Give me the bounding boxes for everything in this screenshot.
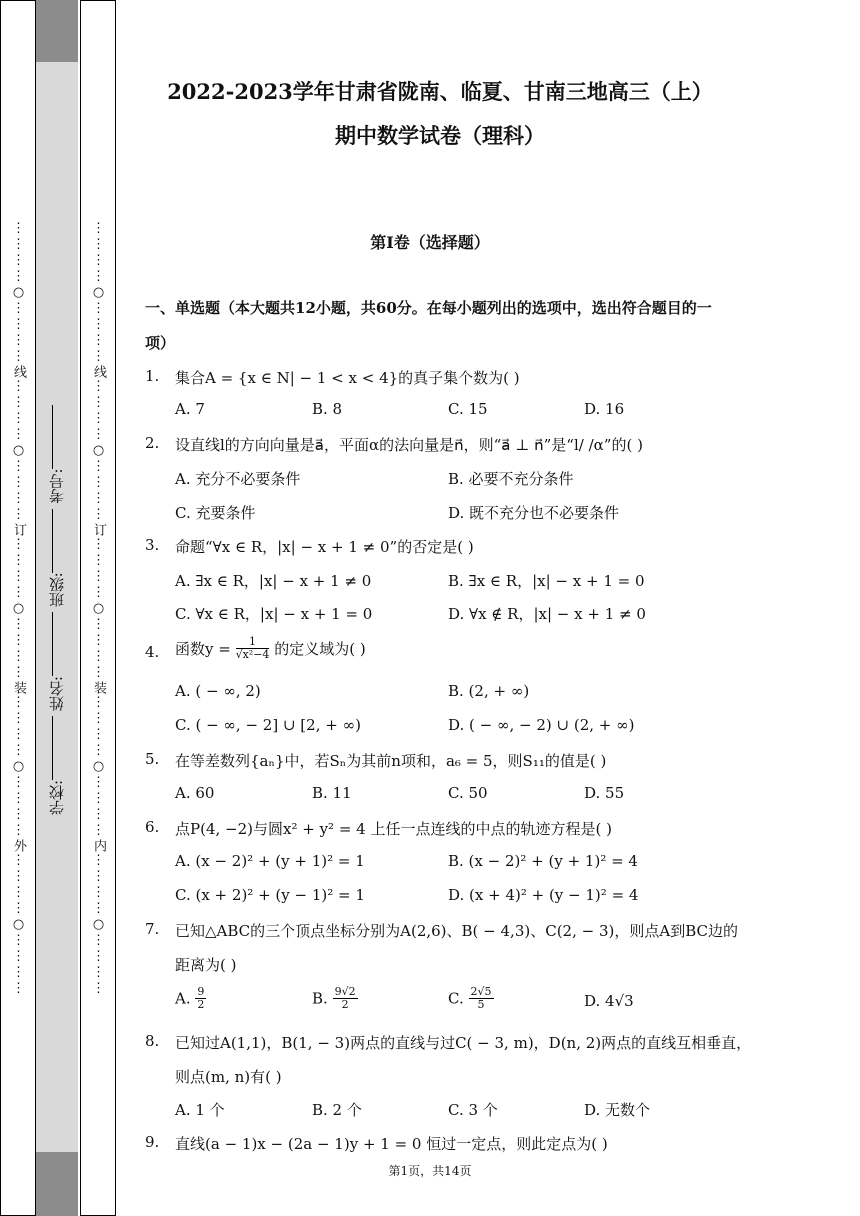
option-a: A. 1 个 (175, 1101, 225, 1119)
binding-outer-text: ⋮⋮⋮⋮○⋮⋮⋮⋮线⋮⋮⋮⋮○⋮⋮⋮⋮订⋮⋮⋮⋮○⋮⋮⋮⋮装⋮⋮⋮⋮○⋮⋮⋮⋮外⋮⋮⋮⋮○⋮⋮⋮⋮ (11, 221, 26, 997)
exam-no-label: 考号: (48, 468, 66, 504)
option-d: D. ( − ∞, − 2) ∪ (2, + ∞) (448, 716, 635, 734)
part-heading-line2: 项） (145, 334, 176, 352)
exam-title-line2: 期中数学试卷（理科） (335, 123, 545, 148)
option-c: C. 15 (448, 400, 488, 418)
exam-no-field[interactable] (53, 405, 54, 469)
school-field[interactable] (53, 716, 54, 780)
question-stem: 点P(4, −2)与圆x² + y² = 4 上任一点连线的中点的轨迹方程是( ) (175, 820, 612, 838)
option-d: D. 55 (584, 784, 625, 802)
option-a: A. 充分不必要条件 (175, 470, 301, 488)
question-stem: 设直线l的方向向量是a⃗，平面α的法向量是n⃗，则“a⃗ ⊥ n⃗”是“l/ /α”的( ) (175, 436, 643, 454)
question-number: 1. (145, 367, 160, 385)
class-label: 班级: (48, 572, 66, 608)
question-number: 2. (145, 434, 160, 452)
option-b: B. 2 个 (312, 1101, 362, 1119)
binding-inner-text: ⋮⋮⋮⋮○⋮⋮⋮⋮线⋮⋮⋮⋮○⋮⋮⋮⋮订⋮⋮⋮⋮○⋮⋮⋮⋮装⋮⋮⋮⋮○⋮⋮⋮⋮内⋮⋮⋮⋮○⋮⋮⋮⋮ (91, 221, 106, 997)
question-stem: 直线(a − 1)x − (2a − 1)y + 1 = 0 恒过一定点，则此定点为( ) (175, 1135, 608, 1153)
option-c: C. 50 (448, 784, 488, 802)
question-number: 4. (145, 643, 160, 661)
binding-strip-outer (0, 0, 36, 1216)
question-number: 5. (145, 750, 160, 768)
option-b: B. ∃x ∈ R，|x| − x + 1 = 0 (448, 572, 645, 590)
question-stem: 集合A = {x ∈ N| − 1 < x < 4}的真子集个数为( ) (175, 369, 520, 387)
option-c: C. ( − ∞, − 2] ∪ [2, + ∞) (175, 716, 361, 734)
option-d: D. ∀x ∉ R，|x| − x + 1 ≠ 0 (448, 605, 646, 623)
section-title: 第I卷（选择题） (370, 233, 490, 252)
fraction: $\frac{1}{\text{√x²−4}}$ (235, 635, 270, 661)
question-stem: 函数y = $\frac{1}{\text{√x²−4}}$ 的定义域为( ) (175, 635, 366, 661)
option-b: B. $\frac{9√2}{2}$ (312, 985, 356, 1011)
question-number: 6. (145, 818, 160, 836)
part-heading-line1: 一、单选题（本大题共12小题，共60分。在每小题列出的选项中，选出符合题目的一 (145, 299, 712, 317)
option-c: C. $\frac{2√5}{5}$ (448, 985, 492, 1011)
option-b: B. 必要不充分条件 (448, 470, 574, 488)
option-d: D. 既不充分也不必要条件 (448, 504, 620, 522)
name-field[interactable] (53, 612, 54, 676)
exam-title-line1: 2022-2023学年甘肃省陇南、临夏、甘南三地高三（上） (167, 79, 713, 104)
option-c: C. ∀x ∈ R，|x| − x + 1 = 0 (175, 605, 373, 623)
grey-cap-top (36, 0, 78, 62)
option-c: C. 3 个 (448, 1101, 498, 1119)
binding-strip-inner (80, 0, 116, 1216)
question-stem: 已知过A(1,1)，B(1, − 3)两点的直线与过C( − 3, m)，D(n, 2)两点的直线互相垂直， (175, 1034, 752, 1052)
option-d: D. 16 (584, 400, 625, 418)
student-info-fields (36, 395, 78, 825)
option-c: C. 充要条件 (175, 504, 256, 522)
question-stem: 命题“∀x ∈ R，|x| − x + 1 ≠ 0”的否定是( ) (175, 538, 474, 556)
question-number: 8. (145, 1032, 160, 1050)
page-footer: 第1页，共14页 (388, 1164, 472, 1178)
question-number: 7. (145, 920, 160, 938)
option-c: C. (x + 2)² + (y − 1)² = 1 (175, 886, 365, 904)
option-d: D. 4√3 (584, 992, 634, 1010)
option-a: A. ∃x ∈ R，|x| − x + 1 ≠ 0 (175, 572, 372, 590)
option-d: D. (x + 4)² + (y − 1)² = 4 (448, 886, 639, 904)
school-label: 学校: (48, 780, 66, 816)
question-stem: 已知△ABC的三个顶点坐标分别为A(2,6)、B( − 4,3)、C(2, − 3)，则点A到BC边的 (175, 922, 738, 940)
question-stem-line2: 则点(m, n)有( ) (175, 1068, 282, 1086)
class-field[interactable] (53, 509, 54, 573)
option-b: B. 11 (312, 784, 352, 802)
option-a: A. 60 (175, 784, 215, 802)
option-a: A. 7 (175, 400, 205, 418)
question-stem: 在等差数列{aₙ}中，若Sₙ为其前n项和，a₆ = 5，则S₁₁的值是( ) (175, 752, 607, 770)
question-stem-line2: 距离为( ) (175, 956, 237, 974)
question-number: 9. (145, 1133, 160, 1151)
option-d: D. 无数个 (584, 1101, 651, 1119)
option-b: B. 8 (312, 400, 343, 418)
option-a: A. $\frac{9}{2}$ (175, 985, 205, 1011)
question-number: 3. (145, 536, 160, 554)
option-a: A. ( − ∞, 2) (175, 682, 261, 700)
option-a: A. (x − 2)² + (y + 1)² = 1 (175, 852, 365, 870)
name-label: 姓名: (48, 676, 66, 712)
option-b: B. (2, + ∞) (448, 682, 530, 700)
option-b: B. (x − 2)² + (y + 1)² = 4 (448, 852, 638, 870)
